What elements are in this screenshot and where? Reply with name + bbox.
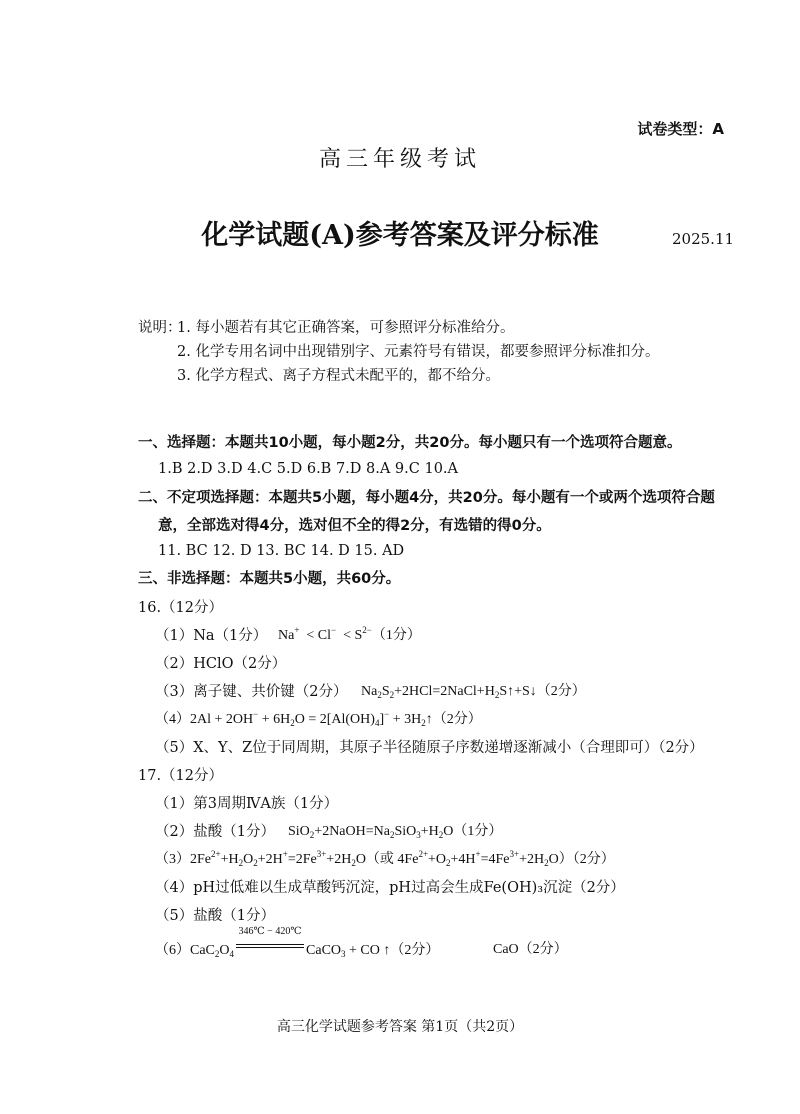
q17-title: 17.（12分）: [138, 768, 224, 784]
q16-part4-equation: $(4)2Al + 2OH^- + 6H_2O = 2[Al(OH)_4]^-$ + $3H_2↑(2$分）: [155, 709, 482, 728]
q17-part2-a: （2）盐酸（1分）: [155, 824, 275, 840]
q17-part5: （5）盐酸（1分）: [155, 908, 275, 924]
q16-part1-a: （1）Na（1分）: [155, 628, 268, 644]
note-item-2: 2. 化学专用名词中出现错别字、元素符号有错误，都要参照评分标准扣分。: [177, 344, 660, 360]
q16-part3-a: （3）离子键、共价键（2分）: [155, 684, 348, 700]
q17-part4: （4）pH过低难以生成草酸钙沉淀，pH过高会生成Fe(OH)₃沉淀（2分）: [155, 880, 625, 896]
note-item-3: 3. 化学方程式、离子方程式未配平的，都不给分。: [177, 368, 500, 384]
notes-label: 说明：: [138, 320, 182, 336]
section3-heading: 三、非选择题：本题共5小题，共60分。: [138, 571, 401, 587]
exam-date: 2025.11: [672, 230, 735, 248]
page-footer: 高三化学试题参考答案 第1页（共2页）: [276, 1019, 524, 1035]
q16-part2: （2）HClO（2分）: [155, 656, 287, 672]
q16-part3-equation: $Na_2S_2+2HCl=2NaCl+H_2S↑+S↓(2$分）: [361, 684, 586, 700]
note-item-1: 1. 每小题若有其它正确答案，可参照评分标准给分。: [177, 320, 515, 336]
section2-heading-line2: 意，全部选对得4分，选对但不全的得2分，有选错的得0分。: [158, 518, 551, 534]
q16-title: 16.（12分）: [138, 600, 224, 616]
exam-title: 高三年级考试: [318, 147, 481, 172]
q17-part2-equation: $SiO_2+2NaOH=Na_2SiO_3+H_2O(1$分）: [288, 824, 503, 840]
q16-part5: （5）X、Y、Z位于同周期，其原子半径随原子序数递增逐渐减小（合理即可）（2分）: [155, 740, 704, 756]
section2-heading-line1: 二、不定项选择题：本题共5小题，每小题4分，共20分。每小题有一个或两个选项符合题: [138, 490, 715, 506]
q16-part1-b: $Na^+ < Cl^- < S^{2-}(1$分）: [278, 625, 421, 643]
reaction-condition-arrow: 346℃ − 420℃: [236, 938, 304, 956]
section2-answers: 11. BC 12. D 13. BC 14. D 15. AD: [158, 543, 405, 559]
paper-type-label: 试卷类型：A: [637, 120, 724, 138]
q17-part6-b: CaO（2分）: [493, 942, 568, 957]
main-title: 化学试题(A)参考答案及评分标准: [201, 220, 599, 251]
q17-part1: （1）第3周期ⅣA族（1分）: [155, 796, 339, 812]
q17-part6-equation: $(6)CaC_2O_4$ 346℃ − 420℃ CaCO$_3$ + CO ↑（2分）: [155, 926, 440, 959]
q17-part3-equation: $(3)2Fe^{2+}+H_2O_2+2H^+=2Fe^{3+}+2H_2O$（或 $4Fe^{2+}+O_2+4H^+=4Fe^{3+}+2H_2O)(2$分）: [155, 849, 615, 868]
section1-answers: 1.B 2.D 3.D 4.C 5.D 6.B 7.D 8.A 9.C 10.A: [158, 461, 458, 477]
section1-heading: 一、选择题：本题共10小题，每小题2分，共20分。每小题只有一个选项符合题意。: [138, 435, 682, 451]
